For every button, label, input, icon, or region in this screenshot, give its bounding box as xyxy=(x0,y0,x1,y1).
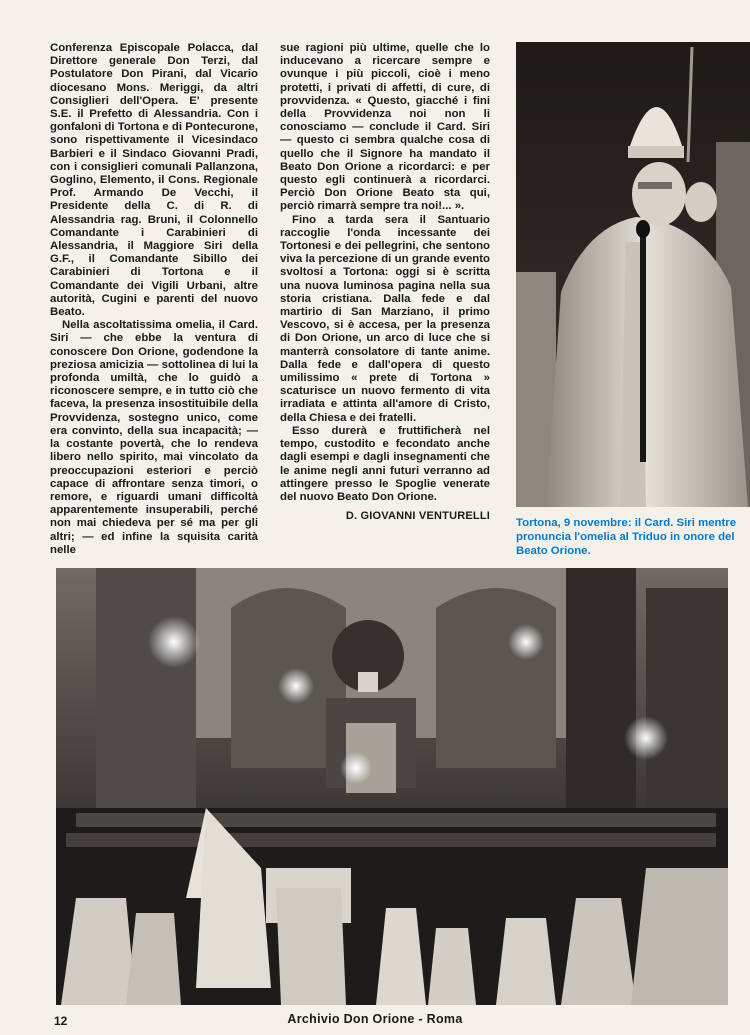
author-signature: D. GIOVANNI VENTURELLI xyxy=(345,510,490,523)
cardinal-illustration xyxy=(516,42,750,507)
cardinal-photo xyxy=(516,42,750,507)
archive-footer: Archivio Don Orione - Roma xyxy=(287,1012,463,1026)
church-interior-illustration xyxy=(56,568,728,1005)
church-interior-photo xyxy=(56,568,728,1005)
article-paragraph: Conferenza Episcopale Polacca, dal Direttore generale Don Terzi, dal Postulatore Don Pirani, dal Vicario diocesano Mons. Meriggi, da altri Consiglieri dell'Opera. E' presente S.E. il Prefetto di Alessandria. Con i gonfaloni di Tortona e di Pontecurone, sono rispettivamente il Vicesindaco Barbieri e il Sindaco Giovanni Pradi, con i consiglieri comunali Pallanzona, Goglino, Elemento, il Cons. Regionale Prof. Armando De Vecchi, il Presidente della C. di R. di Alessandria rag. Bruni, il Colonnello Comandante i Carabinieri di Alessandria, il Maggiore Siri della G.F., il Comandante Sibillo dei Carabinieri di Tortona e il Comandante dei Vigili Urbani, altre autorità, Cugini e parenti del nuovo Beato. xyxy=(50,42,258,319)
article-column-2 xyxy=(280,42,490,523)
article-paragraph: Esso durerà e fruttificherà nel tempo, custodito e fecondato anche dagli esempi e dagli insegnamenti che le anime negli anni futuri verranno ad attingere presso le Spoglie venerate del nuovo Beato Don Orione. xyxy=(280,424,490,503)
article-paragraph: sue ragioni più ultime, quelle che lo inducevano a ricercare sempre e ovunque i più piccoli, cioè i meno protetti, i privati di affetti, di cure, di provvidenza. « Questo, giacché i fini della Provvidenza noi non li conosciamo — conclude il Card. Siri — questo ci sembra qualche cosa di quello che il Signore ha mandato il Beato Don Orione a ricordarci: e per questo egli continuerà a ricordarci. Perciò Don Orione Beato sta qui, perciò rimarrà sempre tra noi!... ». xyxy=(280,42,490,213)
article-paragraph: Nella ascoltatissima omelia, il Card. Siri — che ebbe la ventura di conoscere Don Orione, godendone la preziosa amicizia — sottolinea di lui la profonda umiltà, che lo guidò a riconoscere sempre, e in tutto ciò che faceva, la presenza insostituibile della Provvidenza, sostegno unico, come era convinto, della sua incapacità; — la costante povertà, che lo rendeva libero nello spirito, mai vincolato da preoccupazioni esteriori e perciò capace di affrontare senza timori, o remore, e riguardi umani difficoltà apparentemente insuperabili, perché non mai chiedeva per sé ma per gli altri; — ed infine la squisita carità nelle xyxy=(50,319,258,556)
article-column-1 xyxy=(50,42,258,557)
photo-caption: Tortona, 9 novembre: il Card. Siri mentre pronuncia l'omelia al Triduo in onore del Beato Orione. xyxy=(516,517,737,557)
page-number: 12 xyxy=(54,1014,68,1028)
article-paragraph: Fino a tarda sera il Santuario raccoglie l'onda incessante dei Tortonesi e dei pellegrini, che sentono viva la percezione di un grande evento svoltosi a Tortona: oggi si è scritta una nuova luminosa pagina nella sua storia cristiana. Dalla fede e dal martirio di San Marziano, il primo Vescovo, si è accesa, per la presenza di Don Orione, un arco di luce che si manterrà consolatore di tante anime. Dalla fede e dall'opera di questo umilissimo « prete di Tortona » scaturisce un nuovo fermento di vita irradiata e attinta all'amore di Cristo, della Chiesa e dei fratelli. xyxy=(280,213,490,424)
